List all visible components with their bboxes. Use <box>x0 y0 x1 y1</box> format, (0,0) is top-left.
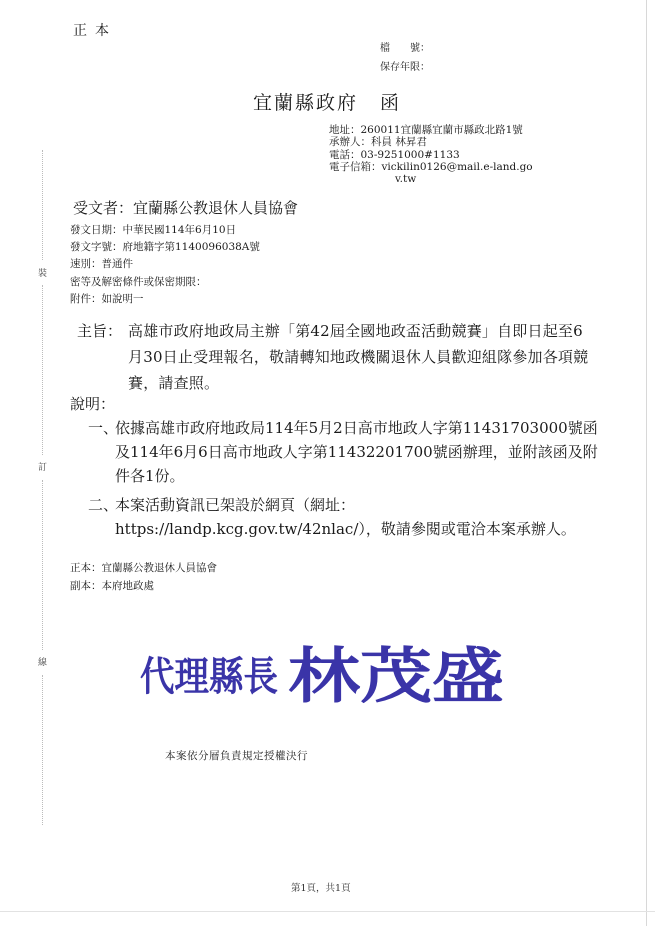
sender-handler: 承辦人：科員 林昇君 <box>329 136 427 148</box>
secrecy-level: 密等及解密條件或保密期限： <box>70 276 207 288</box>
delivery-speed: 速別：普通件 <box>70 258 133 270</box>
attachment-info: 附件：如說明一 <box>70 293 144 305</box>
copy-mark: 正本 <box>73 23 117 39</box>
stamp-title-glyphs: 代理縣長 <box>140 653 278 700</box>
subject-label: 主旨： <box>77 322 123 340</box>
issue-date: 發文日期：中華民國114年6月10日 <box>70 224 237 236</box>
explanation-label: 說明： <box>70 395 116 413</box>
item-text: 本案活動資訊已架設於網頁（網址：https://landp.kcg.gov.tw/42nlac/），敬請參閱或電洽本案承辦人。 <box>115 496 576 538</box>
item-text: 依據高雄市政府地政局114年5月2日高市地政人字第11431703000號函及114年6月6日高市地政人字第11432201700號函辦理，並附該函及附件各1份。 <box>115 419 598 485</box>
sender-address: 地址：260011宜蘭縣宜蘭市縣政北路1號 <box>329 124 523 136</box>
recipient: 受文者：宜蘭縣公教退休人員協會 <box>73 199 299 217</box>
stamp-name-glyphs: 林茂盛 <box>288 642 504 712</box>
item-number: 二、 <box>88 496 119 514</box>
issuing-agency: 宜蘭縣政府 <box>253 92 359 114</box>
binding-mark-staple: 訂 <box>38 463 48 473</box>
retention-period-label: 保存年限： <box>380 62 430 73</box>
page-footer: 第1頁，共1頁 <box>291 883 351 894</box>
sender-email-continued: v.tw <box>395 173 417 185</box>
document-number: 發文字號：府地籍字第1140096038A號 <box>70 241 260 253</box>
binding-mark-line: 線 <box>38 658 48 668</box>
delegation-note: 本案依分層負責規定授權決行 <box>165 750 308 762</box>
item-number: 一、 <box>88 419 119 437</box>
document-type: 函 <box>380 92 402 114</box>
copy-recipient: 副本：本府地政處 <box>70 580 154 592</box>
sender-email: 電子信箱：vickilin0126@mail.e-land.go <box>329 161 533 173</box>
sender-phone: 電話：03-9251000#1133 <box>329 149 460 161</box>
subject-text: 高雄市政府地政局主辦「第42屆全國地政盃活動競賽」自即日起至6月30日止受理報名，敬請轉知地政機關退休人員歡迎組隊參加各項競賽，請查照。 <box>128 322 589 392</box>
original-recipient: 正本：宜蘭縣公教退休人員協會 <box>70 562 217 574</box>
file-number-label: 檔 號： <box>380 43 430 54</box>
binding-mark-bind: 裝 <box>38 269 48 279</box>
